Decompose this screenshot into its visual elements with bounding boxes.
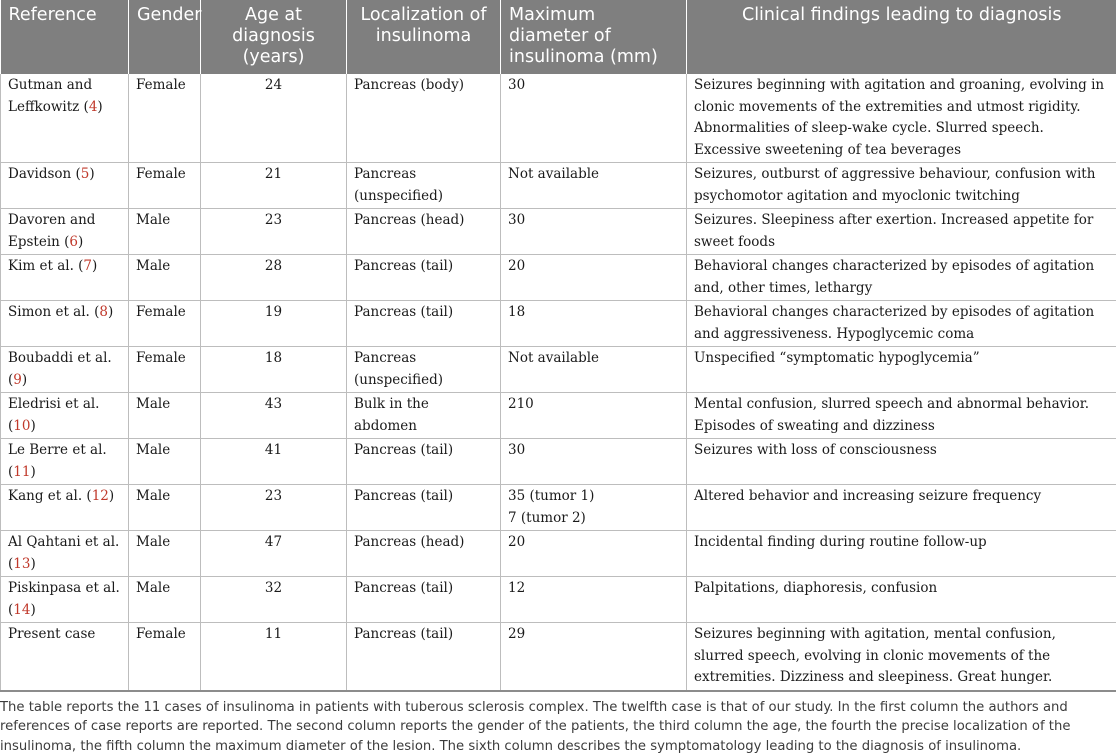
reference-link[interactable]: 10	[13, 418, 30, 434]
cell-findings: Incidental finding during routine follow-up	[687, 531, 1116, 577]
reference-link[interactable]: 9	[13, 372, 22, 388]
cell-reference	[1, 209, 129, 255]
diameter-value: Not available	[508, 348, 679, 370]
reference-close-paren: )	[78, 234, 83, 250]
cell-age: 24	[201, 74, 347, 163]
reference-close-paren: )	[108, 304, 113, 320]
table-row	[1, 74, 1116, 163]
cell-gender: Male	[129, 209, 201, 255]
cell-age: 19	[201, 301, 347, 347]
header-age: Age at diagnosis (years)	[201, 0, 347, 74]
reference-authors: Kang et al. (	[8, 488, 92, 504]
table-row	[1, 301, 1116, 347]
cell-findings: Seizures, outburst of aggressive behaviour, confusion with psychomotor agitation and myoclonic twitching	[687, 163, 1116, 209]
reference-close-paren: )	[30, 418, 35, 434]
cell-findings: Seizures with loss of consciousness	[687, 439, 1116, 485]
cell-gender: Female	[129, 74, 201, 163]
reference-close-paren: )	[30, 602, 35, 618]
cell-diameter	[501, 393, 687, 439]
diameter-value: 12	[508, 578, 679, 600]
cell-reference	[1, 485, 129, 531]
cell-age: 18	[201, 347, 347, 393]
header-diameter: Maximum diameter of insulinoma (mm)	[501, 0, 687, 74]
cell-reference	[1, 301, 129, 347]
diameter-value: 18	[508, 302, 679, 324]
reference-close-paren: )	[92, 258, 97, 274]
diameter-value-2: 7 (tumor 2)	[508, 508, 679, 530]
header-findings: Clinical findings leading to diagnosis	[687, 0, 1116, 74]
reference-authors: Davoren and Epstein (	[8, 212, 95, 250]
cell-localization: Pancreas (tail)	[347, 439, 501, 485]
header-localization: Localization of insulinoma	[347, 0, 501, 74]
cell-gender: Female	[129, 301, 201, 347]
diameter-value: 20	[508, 256, 679, 278]
cell-gender: Male	[129, 439, 201, 485]
cell-gender: Male	[129, 255, 201, 301]
reference-close-paren: )	[89, 166, 94, 182]
cell-localization: Bulk in the abdomen	[347, 393, 501, 439]
table-body	[1, 74, 1116, 691]
reference-link[interactable]: 5	[81, 166, 90, 182]
reference-close-paren: )	[30, 464, 35, 480]
reference-authors: Al Qahtani et al. (	[8, 534, 119, 572]
cell-gender: Male	[129, 577, 201, 623]
reference-close-paren: )	[22, 372, 27, 388]
cell-age: 41	[201, 439, 347, 485]
cell-diameter	[501, 163, 687, 209]
cell-age: 47	[201, 531, 347, 577]
cell-age: 21	[201, 163, 347, 209]
table-caption: The table reports the 11 cases of insulinoma in patients with tuberous sclerosis complex. The twelfth case is that of our study. In the first column the authors and references of case reports are reported. The second column reports the gender of the patients, the third column the age, the fourth the precise localization of the insulinoma, the fifth column the maximum diameter of the lesion. The sixth column describes the symptomatology leading to the diagnosis of insulinoma.	[0, 692, 1116, 756]
reference-authors: Simon et al. (	[8, 304, 99, 320]
cell-findings: Unspecified “symptomatic hypoglycemia”	[687, 347, 1116, 393]
diameter-value: 29	[508, 624, 679, 646]
cell-findings: Altered behavior and increasing seizure frequency	[687, 485, 1116, 531]
table-row	[1, 347, 1116, 393]
cell-reference	[1, 347, 129, 393]
cell-localization: Pancreas (unspecified)	[347, 163, 501, 209]
cell-diameter	[501, 531, 687, 577]
cell-gender: Female	[129, 347, 201, 393]
table-row	[1, 485, 1116, 531]
diameter-value: 35 (tumor 1)	[508, 486, 679, 508]
reference-link[interactable]: 4	[89, 99, 98, 115]
reference-link[interactable]: 12	[92, 488, 109, 504]
reference-link[interactable]: 14	[13, 602, 30, 618]
cell-age: 43	[201, 393, 347, 439]
cell-diameter	[501, 623, 687, 691]
diameter-value: 20	[508, 532, 679, 554]
cell-reference	[1, 531, 129, 577]
cell-age: 23	[201, 209, 347, 255]
cell-findings: Seizures beginning with agitation, mental confusion, slurred speech, evolving in clonic movements of the extremities. Dizziness and sleepiness. Great hunger.	[687, 623, 1116, 691]
table-row	[1, 163, 1116, 209]
reference-link[interactable]: 7	[83, 258, 92, 274]
cell-age: 28	[201, 255, 347, 301]
cell-age: 23	[201, 485, 347, 531]
reference-link[interactable]: 13	[13, 556, 30, 572]
reference-close-paren: )	[30, 556, 35, 572]
cell-gender: Female	[129, 163, 201, 209]
cell-age: 11	[201, 623, 347, 691]
cell-diameter	[501, 347, 687, 393]
cell-diameter	[501, 577, 687, 623]
diameter-value: 30	[508, 440, 679, 462]
table-row	[1, 209, 1116, 255]
reference-authors: Piskinpasa et al. (	[8, 580, 120, 618]
cell-gender: Male	[129, 531, 201, 577]
cell-findings: Seizures. Sleepiness after exertion. Increased appetite for sweet foods	[687, 209, 1116, 255]
cell-diameter	[501, 255, 687, 301]
cell-findings: Behavioral changes characterized by episodes of agitation and, other times, lethargy	[687, 255, 1116, 301]
cell-localization: Pancreas (unspecified)	[347, 347, 501, 393]
reference-link[interactable]: 11	[13, 464, 30, 480]
reference-authors: Le Berre et al. (	[8, 442, 107, 480]
cell-gender: Male	[129, 485, 201, 531]
cell-localization: Pancreas (tail)	[347, 255, 501, 301]
cell-reference	[1, 255, 129, 301]
cell-reference	[1, 439, 129, 485]
table-row	[1, 577, 1116, 623]
cell-reference	[1, 163, 129, 209]
cell-localization: Pancreas (head)	[347, 531, 501, 577]
cell-findings: Palpitations, diaphoresis, confusion	[687, 577, 1116, 623]
cell-diameter	[501, 74, 687, 163]
cell-gender: Female	[129, 623, 201, 691]
cell-diameter	[501, 301, 687, 347]
table-row	[1, 531, 1116, 577]
cell-diameter	[501, 439, 687, 485]
cell-reference	[1, 74, 129, 163]
reference-link[interactable]: 6	[69, 234, 78, 250]
cell-age: 32	[201, 577, 347, 623]
table-row	[1, 623, 1116, 691]
diameter-value: 210	[508, 394, 679, 416]
cell-localization: Pancreas (tail)	[347, 485, 501, 531]
cell-reference	[1, 623, 129, 691]
cell-diameter	[501, 485, 687, 531]
cell-localization: Pancreas (tail)	[347, 301, 501, 347]
reference-authors: Kim et al. (	[8, 258, 83, 274]
reference-authors: Boubaddi et al. (	[8, 350, 112, 388]
cell-localization: Pancreas (tail)	[347, 623, 501, 691]
diameter-value: 30	[508, 210, 679, 232]
reference-close-paren: )	[97, 99, 102, 115]
diameter-value: Not available	[508, 164, 679, 186]
cell-findings: Behavioral changes characterized by episodes of agitation and aggressiveness. Hypoglycemic coma	[687, 301, 1116, 347]
cell-localization: Pancreas (tail)	[347, 577, 501, 623]
cell-reference	[1, 393, 129, 439]
reference-authors: Gutman and Leffkowitz (	[8, 77, 92, 115]
reference-authors: Davidson (	[8, 166, 81, 182]
cell-findings: Mental confusion, slurred speech and abnormal behavior. Episodes of sweating and dizziness	[687, 393, 1116, 439]
cell-diameter	[501, 209, 687, 255]
table-row	[1, 255, 1116, 301]
header-gender: Gender	[129, 0, 201, 74]
reference-link[interactable]: 8	[99, 304, 108, 320]
header-row	[1, 0, 1116, 74]
cell-findings: Seizures beginning with agitation and groaning, evolving in clonic movements of the extremities and utmost rigidity. Abnormalities of sleep-wake cycle. Slurred speech. Excessive sweetening of tea beverages	[687, 74, 1116, 163]
reference-authors: Present case	[8, 626, 95, 642]
reference-authors: Eledrisi et al. (	[8, 396, 99, 434]
cell-reference	[1, 577, 129, 623]
cell-localization: Pancreas (head)	[347, 209, 501, 255]
table-row	[1, 439, 1116, 485]
diameter-value: 30	[508, 75, 679, 97]
reference-close-paren: )	[109, 488, 114, 504]
table-row	[1, 393, 1116, 439]
header-reference: Reference	[1, 0, 129, 74]
cell-gender: Male	[129, 393, 201, 439]
cell-localization: Pancreas (body)	[347, 74, 501, 163]
table-header	[1, 0, 1116, 74]
